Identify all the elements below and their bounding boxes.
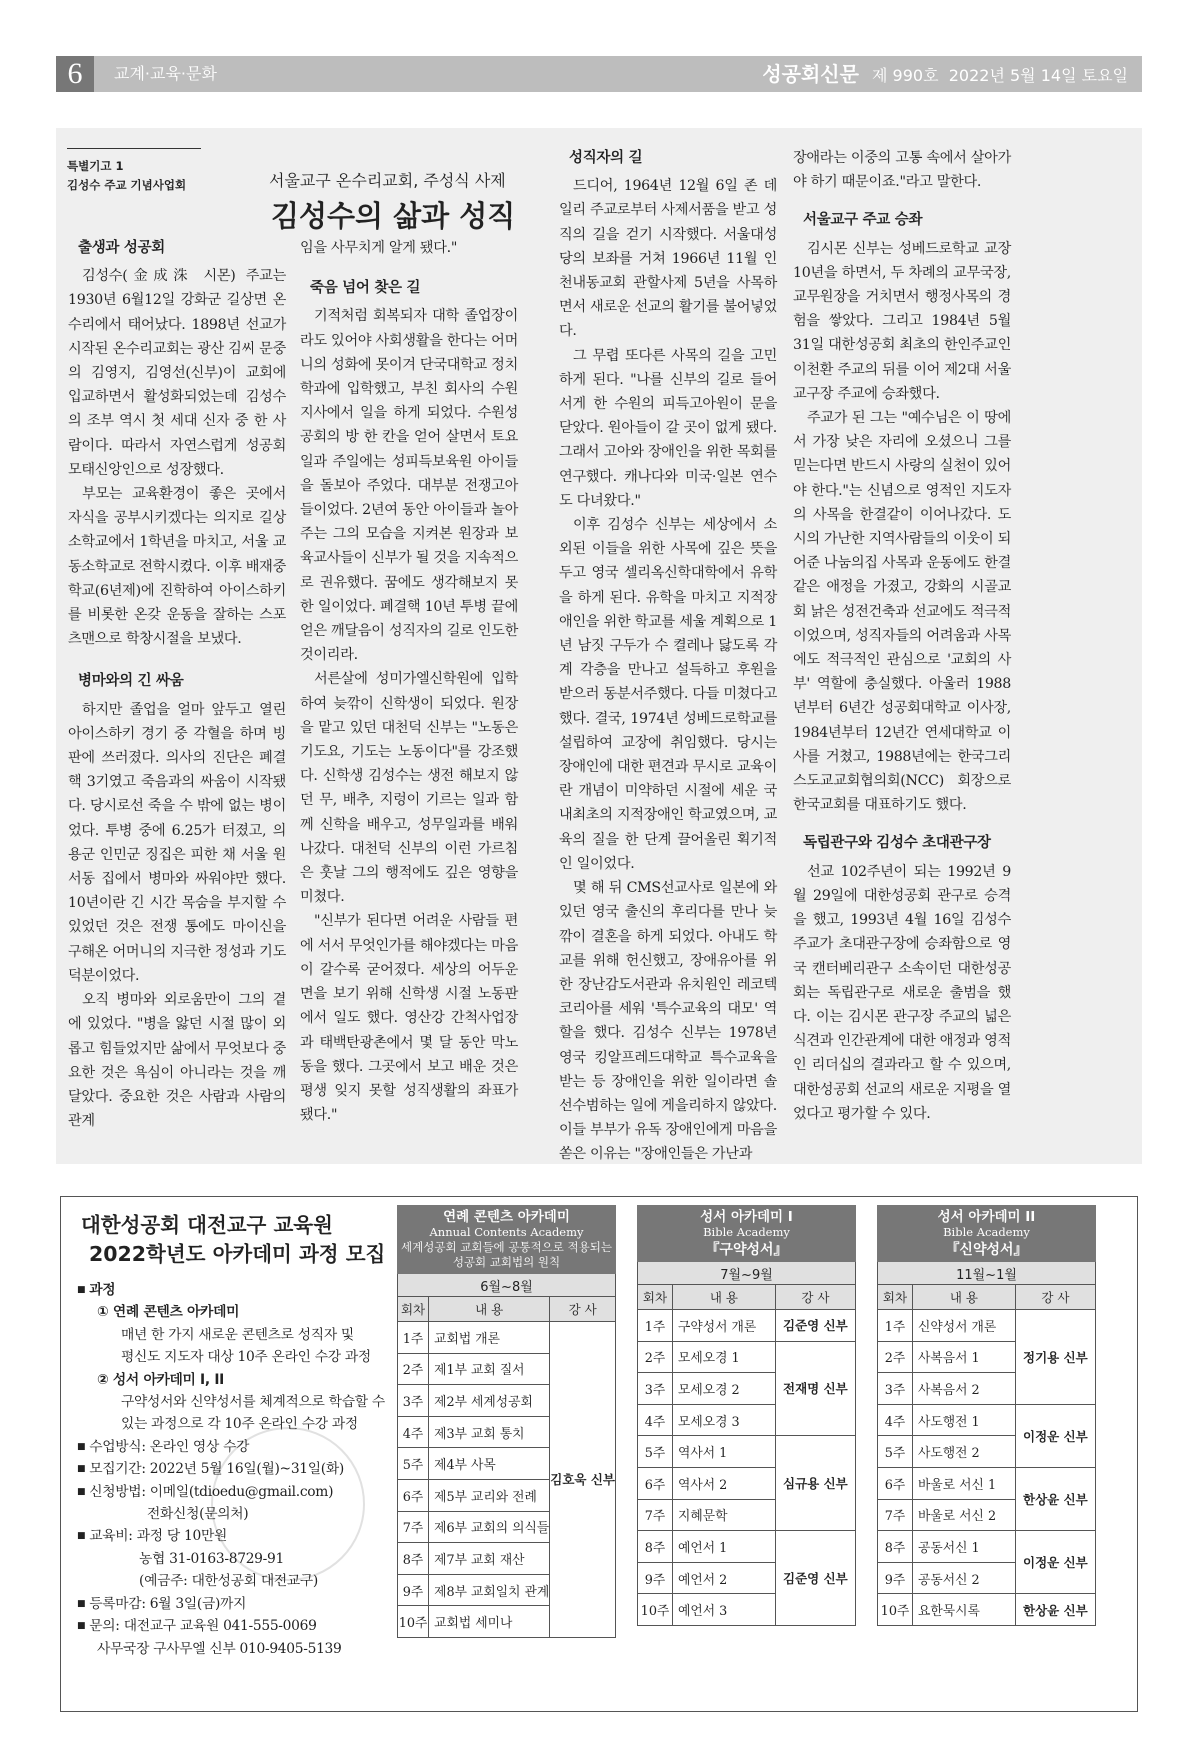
subheading: 서울교구 주교 승좌 <box>803 212 923 229</box>
week-cell: 5주 <box>878 1436 913 1468</box>
column-header: 회차 <box>638 1285 673 1310</box>
paragraph: 선교 102주년이 되는 1992년 9월 29일에 대한성공회 관구로 승격을 했고, 1993년 4월 16일 김성수 주교가 초대관구장에 승좌함으로 영국 캔터베리관구 소속이던 대한성공회는 독립관구로 새로운 출범을 했다. 이는 김시몬 관구장 주교의 넓은 식견과 인간관계에 대한 애정과 영적인 리더십의 결과라고 할 수 있으며, 대한성공회 선교의 새로운 지평을 열었다고 평가할 수 있다. <box>793 863 1011 1122</box>
ad-detail-text: 과정 <box>89 1282 116 1298</box>
ad-detail-line <box>77 1570 377 1592</box>
ad-detail-text: 교육비: 과정 당 10만원 <box>89 1528 228 1545</box>
ad-detail-line <box>77 1391 385 1413</box>
lecturer-cell: 심규용 신부 <box>775 1436 855 1531</box>
kicker-org: 김성수 주교 기념사업회 <box>67 178 187 192</box>
week-cell: 7주 <box>398 1511 429 1543</box>
paragraph: 그 무렵 또다른 사목의 길을 고민하게 된다. "나를 신부의 길로 들어서게 한 수원의 피득고아원이 문을 닫았다. 원아들이 갈 곳이 없게 됐다. 그래서 고아와 장애인을 위한 목회를 연구했다. 캐나다와 미국·일본 연수도 다녀왔다." <box>559 347 777 509</box>
content-cell: 바울로 서신 2 <box>913 1499 1016 1531</box>
bullet-square-icon: ■ <box>77 1598 86 1609</box>
week-cell: 9주 <box>878 1562 913 1594</box>
ad-detail-line <box>77 1301 377 1323</box>
ad-detail-line <box>77 1481 377 1503</box>
paragraph: "신부가 된다면 어려운 사람들 편에 서서 무엇인가를 해야겠다는 마음이 갈수록 굳어졌다. 세상의 어두운 면을 보기 위해 신학생 시절 노동판에서 일도 했다. 영산강 간척사업장과 태백탄광촌에서 몇 달 동안 막노동을 했다. 그곳에서 보고 배운 것은 평생 잊지 못할 성직생활의 좌표가 됐다." <box>300 913 518 1124</box>
week-cell: 7주 <box>878 1499 913 1531</box>
content-cell: 제6부 교회의 의식들 <box>429 1511 550 1543</box>
article-column-2 <box>300 236 518 1127</box>
content-cell: 구약성서 개론 <box>673 1310 776 1342</box>
ad-detail-line <box>77 1413 377 1435</box>
table-caption <box>878 1206 1096 1262</box>
column-header: 내 용 <box>429 1297 550 1322</box>
ad-detail-line <box>77 1369 377 1391</box>
week-cell: 10주 <box>398 1606 429 1638</box>
table-row <box>878 1467 1096 1499</box>
subheading: 독립관구와 김성수 초대관구장 <box>803 835 991 852</box>
content-cell: 공동서신 2 <box>913 1562 1016 1594</box>
table-caption-row <box>398 1206 616 1274</box>
article-column-1 <box>68 236 286 1133</box>
table-row <box>878 1310 1096 1342</box>
table-caption-row <box>638 1206 856 1262</box>
ad-detail-line <box>77 1279 377 1301</box>
ad-detail-line <box>77 1458 377 1480</box>
week-cell: 4주 <box>398 1416 429 1448</box>
week-cell: 2주 <box>878 1341 913 1373</box>
lecturer-cell: 정기용 신부 <box>1015 1310 1095 1405</box>
paragraph: 몇 해 뒤 CMS선교사로 일본에 와 있던 영국 출신의 후리다를 만나 늦깎이 결혼을 하게 되었다. 아내도 학교를 위해 헌신했고, 장애유아를 위한 장난감도서관과 유치원인 레코텍코리아를 세워 '특수교육의 대모' 역할을 했다. 김성수 신부는 1978년 영국 킹알프레드대학교 특수교육을 받는 등 장애인을 위한 일이라면 솔선수범하는 일에 게을리하지 않았다. 이들 부부가 유독 장애인에게 마음을 쏟은 이유는 "장애인들은 가난과 <box>559 880 777 1163</box>
content-cell: 제4부 사목 <box>429 1448 550 1480</box>
week-cell: 8주 <box>878 1531 913 1563</box>
academy-advertisement <box>60 1196 1138 1712</box>
paragraph: 김시몬 신부는 성베드로학교 교장 10년을 하면서, 두 차례의 교무국장, 교무원장을 거치면서 행정사목의 경험을 쌓았다. 그리고 1984년 5월 31일 대한성공회 최초의 한인주교인 이천환 주교의 뒤를 이어 제2대 서울교구장 주교에 승좌했다. <box>793 240 1011 402</box>
content-cell: 모세오경 1 <box>673 1341 776 1373</box>
course-title-en: Bible Academy <box>703 1225 790 1239</box>
week-cell: 4주 <box>878 1404 913 1436</box>
ad-detail-line <box>77 1346 377 1368</box>
period-row <box>638 1262 856 1285</box>
week-cell: 9주 <box>638 1562 673 1594</box>
ad-detail-text: 매년 한 가지 새로운 콘텐츠로 성직자 및 <box>121 1326 354 1343</box>
bible-academy-2-table <box>877 1205 1096 1626</box>
paragraph: 드디어, 1964년 12월 6일 존 데일리 주교로부터 사제서품을 받고 성직의 길을 걷기 시작했다. 서울대성당의 보좌를 거쳐 1966년 11월 인천내동교회 관할사제 5년을 사목하면서 새로운 선교의 활기를 불어넣었다. <box>559 178 777 340</box>
paper-name: 성공회신문 <box>762 62 859 86</box>
week-cell: 3주 <box>638 1373 673 1405</box>
table-row <box>638 1436 856 1468</box>
table-caption <box>638 1206 856 1262</box>
week-cell: 10주 <box>878 1594 913 1626</box>
subheading: 성직자의 길 <box>569 150 643 166</box>
week-cell: 6주 <box>398 1479 429 1511</box>
ad-detail-text: 구약성서와 신약성서를 체계적으로 학습할 수 <box>121 1394 385 1411</box>
column-header: 내 용 <box>913 1285 1016 1310</box>
week-cell: 1주 <box>638 1310 673 1342</box>
bullet-square-icon: ■ <box>77 1486 86 1497</box>
bullet-square-icon: ■ <box>77 1531 86 1542</box>
content-cell: 요한묵시록 <box>913 1594 1016 1626</box>
paragraph: 오직 병마와 외로움만이 그의 곁에 있었다. "병을 앓던 시절 많이 외롭고 힘들었지만 삶에서 무엇보다 중요한 것은 욕심이 아니라는 것을 깨달았다. 중요한 것은 사람과 사람의 관계 <box>68 992 286 1130</box>
course-title: 연례 콘텐츠 아카데미 <box>443 1209 570 1225</box>
ad-details <box>77 1279 385 1660</box>
table-row <box>638 1341 856 1373</box>
course-title-en: Bible Academy <box>943 1225 1030 1239</box>
ad-detail-line <box>77 1548 377 1570</box>
ad-detail-line <box>77 1638 377 1660</box>
content-cell: 사도행전 1 <box>913 1404 1016 1436</box>
lecturer-cell: 이정운 신부 <box>1015 1404 1095 1467</box>
content-cell: 지혜문학 <box>673 1499 776 1531</box>
week-cell: 8주 <box>398 1543 429 1575</box>
content-cell: 바울로 서신 1 <box>913 1467 1016 1499</box>
course-title: 성서 아카데미 I <box>700 1209 793 1225</box>
paragraph: 하지만 졸업을 얼마 앞두고 열린 아이스하키 경기 중 각혈을 하며 빙판에 쓰러졌다. 의사의 진단은 폐결핵 3기였고 죽음과의 싸움이 시작됐다. 당시로선 죽을 수 밖에 없는 병이었다. 투병 중에 6.25가 터졌고, 의용군 인민군 징집은 피한 채 서울 원서동 집에서 병마와 싸워야만 했다. 10년이란 긴 시간 목숨을 부지할 수 있었던 것은 전쟁 통에도 마이신을 구해온 어머니의 지극한 정성과 기도 덕분이었다. <box>68 701 286 984</box>
paragraph: 장애라는 이중의 고통 속에서 살아가야 하기 때문이죠."라고 말한다. <box>793 150 1011 191</box>
week-cell: 10주 <box>638 1594 673 1626</box>
ad-detail-text: ② 성서 아카데미 I, II <box>97 1371 225 1388</box>
content-cell: 사복음서 1 <box>913 1341 1016 1373</box>
content-cell: 제8부 교회일치 관계 <box>429 1574 550 1606</box>
ad-detail-line <box>77 1436 377 1458</box>
ad-detail-line <box>77 1593 377 1615</box>
week-cell: 1주 <box>398 1322 429 1354</box>
week-cell: 9주 <box>398 1574 429 1606</box>
ad-detail-line <box>77 1525 377 1547</box>
paragraph: 임을 사무치게 알게 됐다." <box>300 240 458 256</box>
course-period: 6월~8월 <box>398 1274 616 1297</box>
ad-detail-text: 사무국장 구사무엘 신부 010-9405-5139 <box>97 1640 342 1657</box>
week-cell: 6주 <box>638 1467 673 1499</box>
bullet-square-icon: ■ <box>77 1441 86 1452</box>
lecturer-cell: 김준영 신부 <box>775 1310 855 1342</box>
ad-detail-text: 농협 31-0163-8729-91 <box>139 1550 284 1567</box>
week-cell: 2주 <box>638 1341 673 1373</box>
ad-title <box>81 1211 385 1269</box>
section-label: 교계·교육·문화 <box>114 64 217 83</box>
week-cell: 7주 <box>638 1499 673 1531</box>
content-cell: 공동서신 1 <box>913 1531 1016 1563</box>
column-header: 강 사 <box>1015 1285 1095 1310</box>
article-kicker <box>67 148 201 195</box>
paragraph: 이후 김성수 신부는 세상에서 소외된 이들을 위한 사목에 깊은 뜻을 두고 영국 셀리옥신학대학에서 유학을 하게 된다. 유학을 마치고 지적장애인을 위한 학교를 세울 계획으로 1년 남짓 구두가 수 켤레나 닳도록 각계 각층을 만나고 설득하고 후원을 받으러 동분서주했다. 다들 미쳤다고 했다. 결국, 1974년 성베드로학교를 설립하여 교장에 취임했다. 당시는 장애인에 대한 편견과 무시로 교육이란 개념이 미약하던 시절에 세운 국내최초의 지적장애인 학교였으며, 교육의 질을 한 단계 끌어올린 획기적인 일이었다. <box>559 517 777 872</box>
column-header-row <box>398 1297 616 1322</box>
bible-academy-1-table <box>637 1205 856 1626</box>
ad-detail-text: 모집기간: 2022년 5월 16일(월)~31일(화) <box>89 1461 344 1478</box>
content-cell: 사복음서 2 <box>913 1373 1016 1405</box>
lecturer-cell: 김준영 신부 <box>775 1531 855 1626</box>
column-header: 회차 <box>398 1297 429 1322</box>
bullet-square-icon: ■ <box>77 1464 86 1475</box>
subheading: 죽음 넘어 찾은 길 <box>310 280 421 297</box>
content-cell: 사도행전 2 <box>913 1436 1016 1468</box>
paragraph: 김성수(金成洙 시몬) 주교는 1930년 6월12일 강화군 길상면 온수리에서 태어났다. 1898년 선교가 시작된 온수리교회는 광산 김씨 문중의 김영지, 김영선(신부)이 교회에 입교하면서 활성화되었는데 김성수의 조부 역시 첫 세대 신자 중 한 사람이다. 따라서 자연스럽게 성공회 모태신앙인으로 성장했다. <box>68 268 286 478</box>
content-cell: 제5부 교리와 전례 <box>429 1479 550 1511</box>
ad-detail-line <box>77 1324 377 1346</box>
content-cell: 제7부 교회 재산 <box>429 1543 550 1575</box>
content-cell: 제3부 교회 통치 <box>429 1416 550 1448</box>
ad-detail-text: 신청방법: 이메일(tdioedu@gmail.com) <box>89 1483 334 1500</box>
week-cell: 6주 <box>878 1467 913 1499</box>
lecturer-cell: 한상윤 신부 <box>1015 1594 1095 1626</box>
week-cell: 3주 <box>878 1373 913 1405</box>
course-title-en: Annual Contents Academy <box>429 1225 584 1239</box>
article-column-3 <box>559 146 777 1167</box>
course-title: 성서 아카데미 II <box>937 1209 1036 1225</box>
table-row <box>878 1594 1096 1626</box>
table-row <box>878 1404 1096 1436</box>
bullet-square-icon: ■ <box>77 1621 86 1632</box>
content-cell: 모세오경 3 <box>673 1404 776 1436</box>
paragraph: 기적처럼 회복되자 대학 졸업장이라도 있어야 사회생활을 한다는 어머니의 성화에 못이겨 단국대학교 정치학과에 입학했고, 부친 회사의 수원지사에서 일을 하게 되었다. 수원성공회의 방 한 칸을 얻어 살면서 토요일과 주일에는 성피득보육원 아이들을 돌보아 주었다. 대부분 전쟁고아들이었다. 2년여 동안 아이들과 놀아주는 그의 모습을 지켜본 원장과 보육교사들이 신부가 될 것을 지속적으로 권유했다. 꿈에도 생각해보지 못한 일이었다. 폐결핵 10년 투병 끝에 얻은 깨달음이 성직자의 길로 인도한 것이리라. <box>300 308 518 664</box>
ad-detail-text: (예금주: 대한성공회 대전교구) <box>139 1573 319 1590</box>
week-cell: 5주 <box>398 1448 429 1480</box>
week-cell: 4주 <box>638 1404 673 1436</box>
paragraph: 부모는 교육환경이 좋은 곳에서 자식을 공부시키겠다는 의지로 길상소학교에서 1학년을 마치고, 서울 교동소학교로 전학시켰다. 이후 배재중학교(6년제)에 진학하여 아이스하키를 비롯한 온갖 운동을 잘하는 스포츠맨으로 학창시절을 보냈다. <box>68 486 286 648</box>
ad-detail-text: 전화신청(문의처) <box>147 1506 249 1523</box>
period-row <box>878 1262 1096 1285</box>
content-cell: 역사서 2 <box>673 1467 776 1499</box>
article-title: 김성수의 삶과 성직 <box>271 199 516 233</box>
table-caption <box>398 1206 616 1274</box>
week-cell: 2주 <box>398 1353 429 1385</box>
ad-title-sub: 2022학년도 아카데미 과정 모집 <box>89 1242 386 1266</box>
ad-detail-text: 수업방식: 온라인 영상 수강 <box>89 1438 250 1455</box>
week-cell: 5주 <box>638 1436 673 1468</box>
lecturer-cell: 이정운 신부 <box>1015 1531 1095 1594</box>
lecturer-cell: 한상윤 신부 <box>1015 1467 1095 1530</box>
ad-detail-text: 등록마감: 6월 3일(금)까지 <box>89 1595 247 1612</box>
table-row <box>638 1310 856 1342</box>
ad-detail-text: ① 연례 콘텐츠 아카데미 <box>97 1304 240 1321</box>
content-cell: 교회법 세미나 <box>429 1606 550 1638</box>
period-row <box>398 1274 616 1297</box>
ad-title-org: 대한성공회 대전교구 교육원 <box>81 1213 333 1237</box>
table-row <box>638 1531 856 1563</box>
article-byline: 서울교구 온수리교회, 주성식 사제 <box>269 171 506 190</box>
content-cell: 예언서 2 <box>673 1562 776 1594</box>
column-header: 강 사 <box>775 1285 855 1310</box>
issue-number: 제 990호 <box>872 66 939 85</box>
course-subtitle: 성공회 교회법의 원칙 <box>452 1255 561 1269</box>
table-caption-row <box>878 1206 1096 1262</box>
table-row <box>878 1531 1096 1563</box>
bullet-square-icon: ■ <box>77 1285 86 1295</box>
week-cell: 1주 <box>878 1310 913 1342</box>
masthead-info <box>762 60 1128 90</box>
column-header-row <box>638 1285 856 1310</box>
content-cell: 제1부 교회 질서 <box>429 1353 550 1385</box>
content-cell: 신약성서 개론 <box>913 1310 1016 1342</box>
ad-detail-text: 있는 과정으로 각 10주 온라인 수강 과정 <box>121 1416 358 1433</box>
subheading: 병마와의 긴 싸움 <box>78 673 184 690</box>
column-header: 회차 <box>878 1285 913 1310</box>
lecturer-cell: 김호욱 신부 <box>550 1322 616 1638</box>
course-book: 『구약성서』 <box>705 1242 788 1258</box>
course-book: 『신약성서』 <box>945 1242 1028 1258</box>
content-cell: 모세오경 2 <box>673 1373 776 1405</box>
subheading: 출생과 성공회 <box>78 240 165 256</box>
content-cell: 예언서 1 <box>673 1531 776 1563</box>
content-cell: 교회법 개론 <box>429 1322 550 1354</box>
issue-date: 2022년 5월 14일 토요일 <box>948 66 1128 85</box>
annual-contents-academy-table <box>397 1205 616 1638</box>
feature-article <box>56 128 1142 1164</box>
course-period: 7월~9월 <box>638 1262 856 1285</box>
content-cell: 제2부 세계성공회 <box>429 1385 550 1417</box>
ad-detail-text: 평신도 지도자 대상 10주 온라인 수강 과정 <box>121 1349 371 1366</box>
column-header-row <box>878 1285 1096 1310</box>
table-row <box>398 1322 616 1354</box>
page-number: 6 <box>56 56 94 92</box>
page-header <box>56 56 1142 92</box>
week-cell: 3주 <box>398 1385 429 1417</box>
course-subtitle: 세계성공회 교회들에 공통적으로 적용되는 <box>401 1240 612 1254</box>
course-period: 11월~1월 <box>878 1262 1096 1285</box>
article-column-4 <box>793 146 1011 1126</box>
paragraph: 서른살에 성미가엘신학원에 입학하여 늦깎이 신학생이 되었다. 원장을 맡고 있던 대천덕 신부는 "노동은 기도요, 기도는 노동이다"를 강조했다. 신학생 김성수는 생전 해보지 않던 무, 배추, 지렁이 기르는 일과 함께 신학을 배우고, 성무일과를 배워나갔다. 대천덕 신부의 이런 가르침은 훗날 그의 행적에도 깊은 영향을 미쳤다. <box>300 671 518 906</box>
paragraph: 주교가 된 그는 "예수님은 이 땅에서 가장 낮은 자리에 오셨으니 그를 믿는다면 반드시 사랑의 실천이 있어야 한다."는 신념으로 영적인 지도자의 사목을 한결같이 이어나갔다. 도시의 가난한 지역사람들의 이웃이 되어준 나눔의집 사목과 운동에도 한결 같은 애정을 가졌고, 강화의 시골교회 낡은 성전건축과 선교에도 적극적이었으며, 성직자들의 어려움과 사목에도 적극적인 관심으로 '교회의 사부' 역할에 충실했다. 아울러 1988년부터 6년간 성공회대학교 이사장, 1984년부터 12년간 연세대학교 이사를 거쳤고, 1988년에는 한국그리스도교교회협의회(NCC) 회장으로 한국교회를 대표하기도 했다. <box>793 410 1011 814</box>
ad-detail-line <box>77 1615 377 1637</box>
lecturer-cell: 전재명 신부 <box>775 1341 855 1436</box>
content-cell: 예언서 3 <box>673 1594 776 1626</box>
week-cell: 8주 <box>638 1531 673 1563</box>
kicker-series: 특별기고 1 <box>67 159 124 173</box>
ad-detail-line <box>77 1503 377 1525</box>
column-header: 내 용 <box>673 1285 776 1310</box>
content-cell: 역사서 1 <box>673 1436 776 1468</box>
column-header: 강 사 <box>550 1297 616 1322</box>
ad-detail-text: 문의: 대전교구 교육원 041-555-0069 <box>89 1618 317 1635</box>
